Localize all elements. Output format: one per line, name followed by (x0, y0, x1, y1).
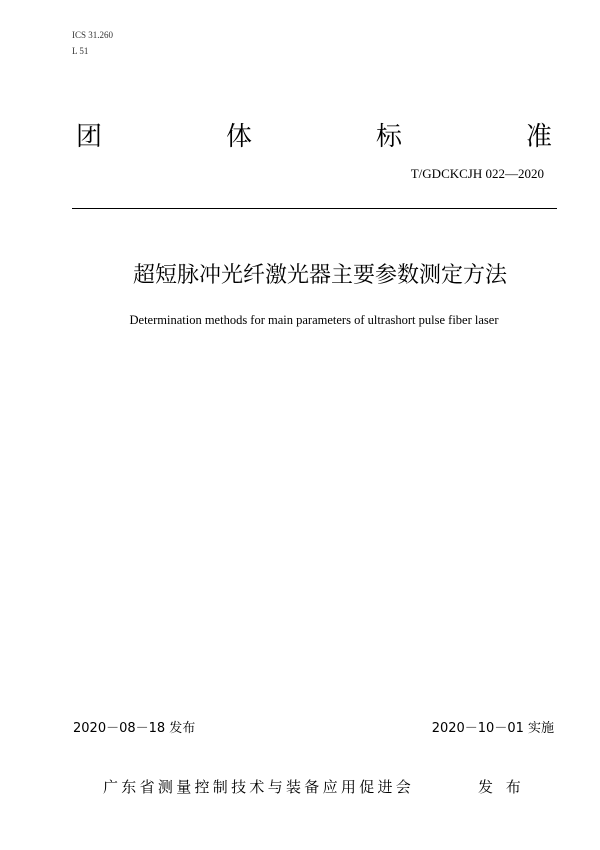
doc-type-char: 体 (226, 122, 253, 152)
implement-date: 2020－10－01 实施 (431, 721, 554, 736)
divider (72, 208, 557, 209)
doc-type-char: 标 (376, 122, 403, 152)
publisher: 广东省测量控制技术与装备应用促进会 (103, 778, 415, 796)
ccs-code: L 51 (72, 46, 89, 56)
ics-code: ICS 31.260 (72, 30, 114, 40)
publish-date: 2020－08－18 发布 (73, 721, 196, 736)
standard-number: T/GDCKCJH 022—2020 (410, 166, 544, 181)
title-en: Determination methods for main parameters of ultrashort pulse fiber laser (129, 313, 499, 327)
doc-type-char: 准 (526, 122, 553, 152)
publish-label: 发 布 (478, 778, 525, 796)
doc-type-char: 团 (76, 122, 103, 152)
title-cn: 超短脉冲光纤激光器主要参数测定方法 (132, 263, 507, 288)
